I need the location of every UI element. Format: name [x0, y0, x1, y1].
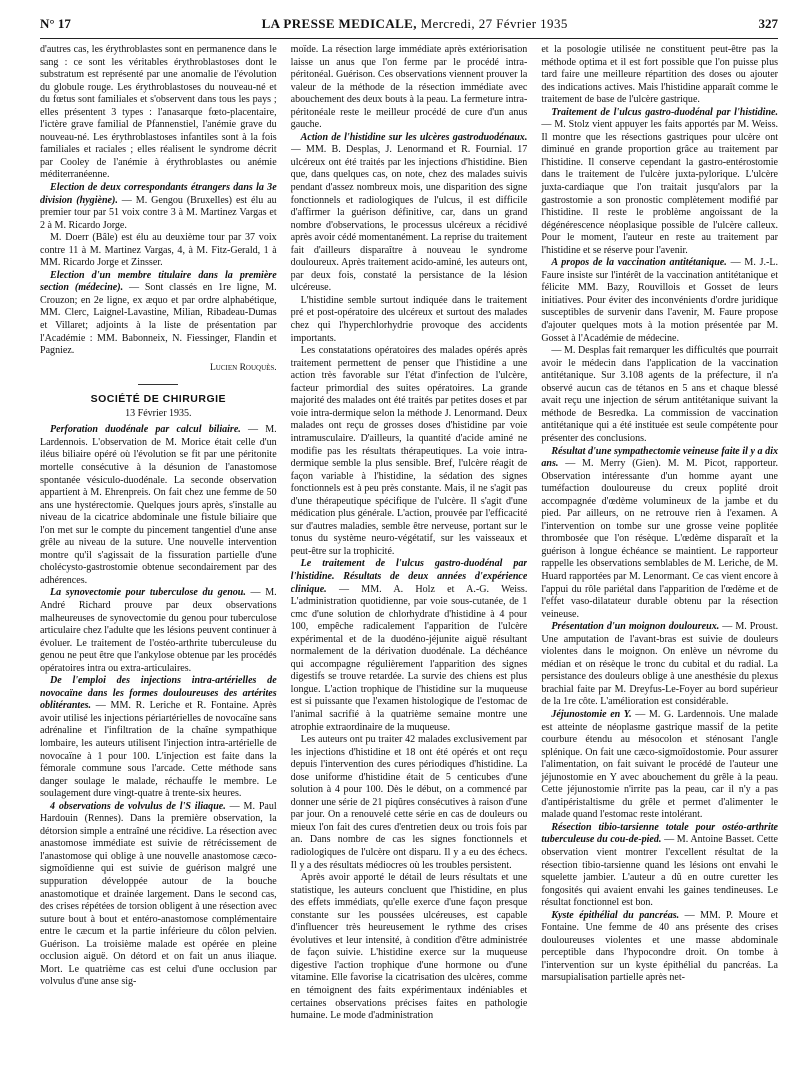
section-text: — M. G. Lardennois. Une malade est atteinte de néoplasme gastrique massif de la petite courbure étendu au mésocolon et sténosant l'angle splénique. On fait une cæco-sigmoïdostomie. Pour assurer l'alimentation, on fait suivant le procédé de l'auteur une jéjunostomie en Y avec abouchement du grêle à la peau. Cette jéjunostomie n'irrite pas la peau, car il n'y a pas d'antipéristaltisme du grêle et permet d'alimenter le malade quand l'estomac reste intolérant. [541, 708, 779, 821]
section-paragraph [541, 257, 778, 345]
society-heading: SOCIÉTÉ DE CHIRURGIE [90, 393, 227, 406]
issue-number: N° 17 [40, 16, 71, 31]
section-title: De l'emploi des injections intra-artérielles de novocaïne dans les formes douloureuses des artérites oblitérantes. [40, 675, 277, 712]
issue-date: Mercredi, 27 Février 1935 [420, 16, 568, 31]
journal-title-line [262, 16, 568, 32]
column-2 [291, 44, 528, 1078]
section-text: — M. J.-L. Faure insiste sur l'intérêt de la vaccination antitétanique et félicite MM. Bazy, Rouvillois et Gosset de leurs initiatives. Pour éviter des inconvénients d'ordre juridique susceptibles de survenir dans l'avenir, M. Faure propose d'ajouter quelques mots à la motion présentée par M. Gosset à l'Académie de médecine. [541, 257, 779, 344]
column-1 [40, 44, 277, 1078]
section-paragraph [541, 621, 778, 709]
section-title: 4 observations de volvulus de l'S iliaque. [50, 800, 226, 812]
section-title: Election d'un membre titulaire dans la première section (médecine). [40, 269, 277, 294]
session-date: 13 Février 1935. [125, 407, 192, 419]
paragraph: Après avoir apporté le détail de leurs résultats et une statistique, les auteurs concluent que l'histidine, en plus des effets immédiats, qu'elle exerce d'une façon presque constante sur les poussées ulcéreuses, est capable d'influencer très heureusement le rythme des crises évolutives et leur intensité, à condition d'être administrée de façon suivie. L'histidine exerce sur la muqueuse digestive l'action trophique d'une hormone ou d'une vitamine. Elle favorise la cicatrisation des ulcères, comme en témoignent des faits expérimentaux indéniables et certaines observations précises faites en pathologie humaine. Le mode d'administration [290, 872, 528, 1022]
section-text: — MM. B. Desplas, J. Lenormand et R. Fournial. 17 ulcéreux ont été traités par les injections d'histidine. Bien que, dans quelques cas, on note, chez des malades suivis pendant d'assez nombreux mois, une disparition des signe fonctionnels et radiologiques de l'ulcus, il est difficile d'affirmer la guérison définitive, car, dans un grand nombre d'observations, le processus ulcéreux a récidivé après avoir cédé momentanément. La reprise du traitement fait d'ailleurs disparaître à nouveau le syndrome douloureux. Après traitement acido-aminé, les auteurs ont, par deux fois, constaté la persistance de la lésion ulcéreuse. [290, 144, 528, 294]
author-signature: Lucien Rouquès. [210, 362, 277, 373]
running-header [40, 16, 778, 36]
header-rule [40, 38, 778, 39]
section-text: — M. Paul Hardouin (Rennes). Dans la première observation, la détorsion simple a entraîné une récidive. La résection avec anastomose immédiate est suivie de rétrécissement de l'anastomose qui oblige à une nouvelle anastomose cæco-sigmoïdienne qui est suivie de guérison malgré une suppuration développée autour de la bouche anastomotique et drainée largement. Dans le second cas, des crises répétées de torsion obligent à une résection avec suture bout à bout et entéro-anastomose complémentaire entre le cæcum et la partie inférieure du côlon pelvien. Guérison. La troisième malade est opérée en pleine occlusion aiguë. On détord et on fait un anus iliaque. Mort. Le quatrième cas est celui d'une occlusion par volvulus d'une anse sig- [40, 800, 277, 988]
section-text: — M. Antoine Basset. Cette observation vient montrer l'excellent résultat de la résection tibio-tarsienne quand les lésions ont envahi le squelette jambier. L'auteur a dû en outre curetter les fongosités qui avaient envahi les gaines tendineuses. Le résultat fonctionnel est bon. [541, 834, 779, 909]
section-paragraph [40, 270, 277, 358]
section-title: La synovectomie pour tuberculose du genou. [50, 587, 246, 599]
journal-name: LA PRESSE MEDICALE, [261, 16, 417, 31]
paragraph: et la posologie utilisée ne constituent peut-être pas la méthode optima et il est fort possible que l'on puisse plus tard faire une meilleure répartition des doses ou ajouter des indications actives. Mais l'histidine apparaît comme le traitement de base de l'ulcère gastrique. [541, 44, 779, 106]
text-columns [40, 44, 778, 1078]
section-text: — M. Proust. Une amputation de l'avant-bras est suivie de douleurs violentes dans le moignon. On enlève un névrome du médian et on résèque le tronc du cubital et du radial. La persistance des douleurs oblige à une anesthésie du plexus brachial faite par M. Dreyfus-Le-Foyer au bord supérieur de la 1re côte. L'amélioration est considérable. [541, 621, 779, 708]
section-title: Election de deux correspondants étrangers dans la 3e division (hygiène). [40, 182, 277, 206]
paragraph: — M. Desplas fait remarquer les difficultés que pourrait avoir le médecin dans l'application de la vaccination antitétanique. Sur 3.108 agents de la préfecture, il n'a observé aucun cas de tétanos en 5 ans et chaque blessé avait reçu une injection de sérum antitétanique suivant la méthode de Besredka. La commission de vaccination antitétanique qui a été instituée est seule compétente pour présenter des conclusions. [541, 345, 779, 444]
section-text: — MM. A. Holz et A.-G. Weiss. L'administration quotidienne, par voie sous-cutanée, de 1 cmc d'une solution de chlorhydrate d'histidine à 4 pour 100, empêche radicalement l'apparition de l'ulcère expérimental et de la duodéno-jéjunite aiguë résultant normalement de la dérivation duodénale. La déchéance qui accompagne régulièrement l'apparition des signes digestifs se trouve retardée. La survie des chiens est plus longue. L'action trophique de l'histidine sur la muqueuse est si puissante que l'examen histologique de l'estomac de l'animal sacrifié à la quatrième semaine montre une atrophie extraordinaire de la muqueuse. [290, 583, 528, 733]
section-text: — M. Gengou (Bruxelles) est élu au premier tour par 51 voix contre 3 à M. Martinez Vargas et 2 à M. Ricardo Jorge. [40, 194, 277, 231]
paragraph: L'histidine semble surtout indiquée dans le traitement pré et post-opératoire des ulcéreux et surtout des malades chez qui l'hyperchlorhydrie provoque des accidents importants. [290, 294, 528, 344]
column-3 [541, 44, 778, 1078]
paragraph: Les auteurs ont pu traiter 42 malades exclusivement par les injections d'histidine et 18 ont été opérés et ont reçu depuis l'intervention des cures périodiques d'histidine. La dose uniforme d'histidine était de 5 centicubes d'une solution à 4 pour 100. Dès le début, on a commencé par donner une série de 21 piqûres consécutives à raison d'une par jour. On a renouvelé cette série en cas de douleurs ou mieux l'on fait des cures d'entretien deux ou trois fois par an. Dans nombre de cas les signes fonctionnels et radiologiques de l'ulcère ont disparu. Il y a eu des échecs. Il y a des résultats médiocres où les troubles persistent. [290, 734, 528, 871]
section-paragraph [40, 587, 277, 675]
section-paragraph [541, 709, 778, 822]
section-text: — Sont classés en 1re ligne, M. Crouzon; en 2e ligne, ex æquo et par ordre alphabétique, MM. Clerc, Laignel-Lavastine, Milian, Ribadeau-Dumas et Villaret; adjoints à la liste de présentation par l'Académie : MM. Babonneix, N. Fiessinger, Flandin et Pagniez. [40, 282, 277, 357]
section-paragraph [291, 132, 528, 295]
paragraph: moïde. La résection large immédiate après extériorisation laisse un anus que l'on ferme par le procédé intra-péritonéal. Guérison. Ces observations viennent prouver la valeur de la méthode de la résection immédiate avec abouchement des deux bouts à la peau. La fermeture intra-péritonéale reste le meilleur procédé de cure d'un anus gauche. [290, 44, 528, 131]
section-paragraph [541, 446, 778, 622]
section-paragraph [541, 910, 778, 985]
section-text: — M. André Richard prouve par deux observations malheureuses de synovectomie du genou pour tuberculose articulaire chez l'adulte que les lésions peuvent continuer à évoluer. Le traitement de l'ostéo-arthrite tuberculeuse du genou ne peut être que l'ankylose obtenue par les procédés opératoires intra ou extra-articulaires. [40, 587, 277, 674]
section-paragraph [291, 558, 528, 734]
section-title: Traitement de l'ulcus gastro-duodénal par l'histidine. [551, 106, 779, 118]
paragraph: M. Doerr (Bâle) est élu au deuxième tour par 37 voix contre 11 à M. Martinez Vargas, 4, à M. Fitz-Gerald, 1 à MM. Ricardo Jorge et Zinsser. [40, 232, 277, 269]
section-text: — M. Lardennois. L'observation de M. Morice était celle d'un iléus biliaire opéré où l'évolution se fit par une péritonite mortelle consécutive à la désunion de l'anastomose spontanée vésiculo-duodénale. La seconde observation appartient à M. Ehrenpreis. On fait chez une femme de 50 ans une hystérectomie. Quelques jours après, s'installe au niveau de la cicatrice abdominale une fistule biliaire que l'on met sur le compte du pincement tangentiel d'une anse grêle au niveau de la suture. Une nouvelle intervention montre qu'il s'agissait de la fissuration partielle d'une cholécysto-gastrostomie obtenue secondairement par des adhérences. [40, 424, 277, 586]
section-text: — M. Merry (Gien). M. M. Picot, rapporteur. Observation intéressante d'un homme ayant une tuméfaction douloureuse du creux poplité droit accompagnée d'œdème volumineux de la jambe et du pied. Par ailleurs, on ne retrouve rien à l'examen. A l'intervention on tombe sur une grosse veine poplitée thrombosée que l'on résèque. L'œdème disparaît et la guérison à longue échéance se maintient. Le rapporteur rappelle les observations semblables de M. Leriche, de M. Huard rapportées par M. Lenormant. Ce cas vient encore à l'appui du rôle pariétal dans l'apparition de l'œdème et de l'effet vaso-dilatateur durable obtenu par la résection veineuse. [541, 458, 779, 620]
section-title: Kyste épithélial du pancréas. [551, 909, 680, 921]
section-text: — M. Stolz vient appuyer les faits apportés par M. Weiss. Il montre que les résections gastriques pour ulcère ont diminué en grande proportion grâce au traitement par l'histidine. Il conserve cependant la gastro-entérostomie dans le traitement de l'ulcère juxta-pylorique. L'ulcère juxta-cardiaque que l'on traitait jusqu'alors par la gastrostomie a son pronostic complètement modifié par l'histidine. Il reste le problème angoissant de la dégénérescence néoplasique possible de l'ulcère calleux. Pour le moment, l'auteur en reste au traitement par l'histidine et se réserve pour l'avenir. [541, 119, 779, 256]
paragraph: d'autres cas, les érythroblastes sont en permanence dans le sang : ce sont les véritables érythroblastoses dont le substratum est représenté par une anomalie de l'évolution du globule rouge. Les érythroblastoses du nouveau-né et du fœtus sont familiales et s'observent dans tous les pays ; elles présentent 3 types : l'anasarque fœto-placentaire, l'ictère grave familial de Pfannenstiel, l'anémie grave du nouveau-né. Les érythroblastoses infantiles sont à la fois familiales et raciales ; elles réalisent le syndrome décrit par Cooley de l'anémie à érythroblastes ou anémie méditerranéenne. [40, 44, 277, 181]
section-text: — MM. P. Moure et Fontaine. Une femme de 40 ans présente des crises douloureuses violentes et une masse abdominale perceptible dans l'hypocondre droit. On tombe à l'intervention sur un kyste épithélial du pancréas. La marsupialisation partielle après net- [541, 909, 779, 984]
section-title: Jéjunostomie en Y. [551, 708, 632, 720]
section-title: Perforation duodénale par calcul biliaire. [50, 424, 241, 436]
section-title: Action de l'histidine sur les ulcères gastroduodénaux. [300, 131, 528, 143]
page-number: 327 [758, 16, 778, 31]
section-title: Résultat d'une sympathectomie veineuse faite il y a dix ans. [541, 445, 779, 470]
section-paragraph [40, 675, 277, 800]
section-paragraph [40, 182, 277, 232]
section-title: A propos de la vaccination antitétanique. [551, 257, 727, 269]
section-paragraph [40, 424, 277, 587]
section-text: — MM. R. Leriche et R. Fontaine. Après avoir utilisé les injections périartérielles de novocaïne sans adrénaline et l'infiltration de la chaîne sympathique lombaire, les auteurs utilisent l'injection intra-artérielle de novocaïne à 1 pour 100. L'injection est faite dans la fémorale commune sous l'arcade. Cette méthode sans danger soulage le malade, réchauffe le membre. Le soulagement dure vingt-quatre à trente-six heures. [40, 700, 277, 800]
section-title: Présentation d'un moignon douloureux. [551, 621, 720, 633]
section-title: Résection tibio-tarsienne totale pour ostéo-arthrite tuberculeuse du cou-de-pied. [541, 821, 779, 846]
section-paragraph [40, 801, 277, 989]
paragraph: Les constatations opératoires des malades opérés après traitement permettent de penser que l'histidine a une action très favorable sur l'état d'infection de l'ulcère, facteur primordial des suites opératoires. La grande majorité des malades ont été traités par petites doses et par voie intra-dermique selon la méthode J. Lenormand. Deux malades ont reçu de grosses doses d'histidine par voie intramusculaire. D'ailleurs, la quantité d'acide aminé ne modifie pas les résultats thérapeutiques. La voie intra-dermique semble la plus sensible. Bref, l'ulcère réagit de façon variable à l'histidine, la sédation des signes fonctionnels est à peu près constante. Mais, il ne s'agit pas d'une thérapeutique spécifique de l'ulcère. Il s'agit d'une médication plus générale. L'action, prouvée par l'efficacité sur d'autres maladies, semble être nerveuse, portant sur le tonus du système neuro-végétatif, sur les vaisseaux et peut-être sur la trophicité. [290, 345, 528, 557]
section-paragraph [541, 107, 778, 258]
section-title: Le traitement de l'ulcus gastro-duodénal par l'histidine. Résultats de deux années d'expérience clinique. [290, 558, 528, 595]
separator-rule [138, 384, 178, 385]
section-paragraph [541, 822, 778, 910]
